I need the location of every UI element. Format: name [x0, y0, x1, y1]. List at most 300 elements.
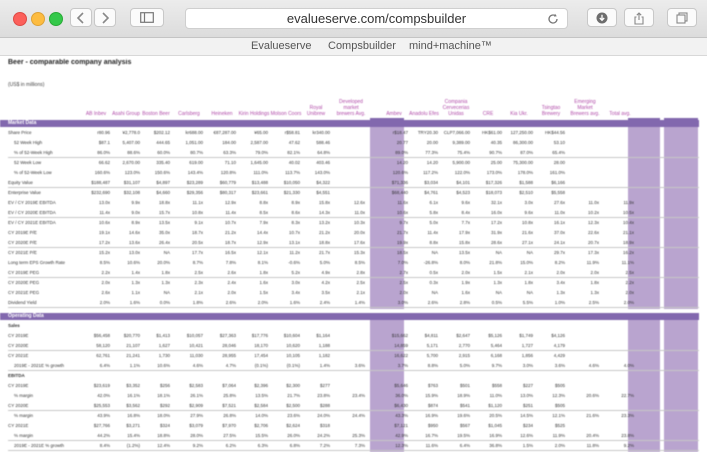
table-cell[interactable]: $10,604 — [283, 333, 300, 338]
table-cell[interactable]: 13.5% — [255, 393, 268, 398]
table-cell[interactable]: $256 — [159, 383, 170, 388]
table-cell[interactable]: 23.8% — [317, 393, 330, 398]
downloads-button[interactable] — [587, 8, 617, 27]
table-cell[interactable]: $31,107 — [123, 180, 140, 185]
table-cell[interactable]: $7,064 — [222, 383, 236, 388]
table-cell[interactable]: $3,271 — [126, 423, 140, 428]
forward-button[interactable] — [94, 8, 116, 27]
table-cell[interactable]: 13.6x — [128, 240, 140, 245]
table-cell[interactable]: 27.6x — [553, 200, 565, 205]
table-cell[interactable]: $2,510 — [519, 190, 533, 195]
table-cell[interactable]: kr688.00 — [185, 130, 203, 135]
table-cell[interactable]: 9.2% — [623, 443, 634, 448]
table-cell[interactable]: 28.00 — [553, 160, 565, 165]
table-cell[interactable]: 26.0% — [287, 433, 300, 438]
table-cell[interactable]: NA — [495, 250, 502, 255]
table-cell[interactable]: 1.0% — [554, 300, 565, 305]
table-cell[interactable]: $5,126 — [488, 333, 502, 338]
table-cell[interactable]: 16.0x — [490, 210, 502, 215]
table-cell[interactable]: 11.4x — [225, 210, 236, 215]
table-cell[interactable]: 161.0% — [549, 170, 565, 175]
table-cell[interactable]: 32.1x — [490, 200, 502, 205]
table-cell[interactable]: 10.7x — [224, 220, 236, 225]
table-cell[interactable]: 3.0% — [397, 300, 408, 305]
table-cell[interactable]: HK$61.00 — [481, 130, 502, 135]
table-cell[interactable]: 18.9% — [457, 393, 470, 398]
table-cell[interactable]: 2.1x — [524, 270, 533, 275]
table-cell[interactable]: 2.0x — [399, 290, 408, 295]
table-cell[interactable]: 10.7x — [288, 230, 300, 235]
table-cell[interactable]: 17,454 — [254, 353, 268, 358]
table-cell[interactable]: 8.6x — [291, 210, 300, 215]
table-cell[interactable]: 2.0x — [101, 280, 110, 285]
table-cell[interactable]: $525 — [554, 423, 565, 428]
table-cell[interactable]: 11,030 — [189, 353, 203, 358]
table-cell[interactable]: 24.1x — [553, 240, 565, 245]
table-cell[interactable]: 9.1x — [194, 220, 203, 225]
table-cell[interactable]: 15.7x — [158, 210, 170, 215]
table-cell[interactable]: 12.1% — [552, 413, 565, 418]
table-cell[interactable]: 2.4x — [227, 280, 236, 285]
reload-icon[interactable] — [547, 11, 559, 30]
table-cell[interactable]: $2,909 — [189, 403, 203, 408]
table-cell[interactable]: NA — [526, 290, 533, 295]
table-cell[interactable]: 12.3% — [552, 393, 565, 398]
table-cell[interactable]: $27,363 — [219, 333, 236, 338]
table-cell[interactable]: 111.0% — [253, 170, 268, 175]
table-cell[interactable]: 2.5x — [356, 280, 365, 285]
table-cell[interactable]: 2,915 — [458, 353, 470, 358]
table-cell[interactable]: 13.0x — [128, 250, 140, 255]
table-cell[interactable]: $501 — [459, 383, 470, 388]
table-cell[interactable]: 113.7% — [285, 170, 300, 175]
table-cell[interactable]: $1,120 — [488, 403, 502, 408]
table-cell[interactable]: 403.46 — [316, 160, 330, 165]
table-cell[interactable]: 9.7% — [491, 363, 502, 368]
table-cell[interactable]: $23,289 — [186, 180, 203, 185]
table-cell[interactable]: 11.8% — [586, 443, 599, 448]
table-cell[interactable]: 13.1x — [288, 240, 300, 245]
table-cell[interactable]: 2.0x — [227, 290, 236, 295]
table-cell[interactable]: 14.0% — [255, 413, 268, 418]
table-cell[interactable]: 87.0% — [520, 150, 533, 155]
table-cell[interactable]: NA — [431, 290, 438, 295]
table-cell[interactable]: 21.6% — [586, 413, 599, 418]
table-cell[interactable]: CLP7,066.00 — [443, 130, 470, 135]
table-cell[interactable]: 3.6% — [354, 363, 365, 368]
table-cell[interactable]: 1.5x — [259, 290, 268, 295]
table-cell[interactable]: 10,620 — [286, 343, 300, 348]
back-button[interactable] — [70, 8, 92, 27]
table-cell[interactable]: 2.8% — [459, 300, 470, 305]
table-cell[interactable]: $4,523 — [456, 190, 470, 195]
table-cell[interactable]: 1.6x — [461, 290, 470, 295]
table-cell[interactable]: 79.0% — [255, 150, 268, 155]
table-cell[interactable]: 9.7x — [399, 220, 408, 225]
table-cell[interactable]: 1.8x — [524, 280, 533, 285]
table-cell[interactable]: 8.5% — [99, 260, 110, 265]
table-cell[interactable]: 21.1x — [622, 230, 634, 235]
table-cell[interactable]: $288 — [319, 403, 330, 408]
table-cell[interactable]: 5,700 — [426, 353, 438, 358]
table-cell[interactable]: $17,776 — [251, 333, 268, 338]
table-cell[interactable]: $18,073 — [485, 190, 502, 195]
table-cell[interactable]: 42.9% — [395, 433, 408, 438]
table-cell[interactable]: 25.00 — [490, 160, 502, 165]
table-cell[interactable]: 9.0x — [131, 210, 140, 215]
table-cell[interactable]: 10.4x — [622, 220, 634, 225]
table-cell[interactable]: 1,627 — [158, 343, 170, 348]
table-cell[interactable]: 8.8% — [427, 363, 438, 368]
table-cell[interactable]: 1.3x — [131, 280, 140, 285]
table-cell[interactable]: $21,330 — [283, 190, 300, 195]
table-cell[interactable]: 9.2% — [192, 443, 203, 448]
table-cell[interactable]: 4.6% — [192, 363, 203, 368]
table-cell[interactable]: 12.6x — [353, 200, 365, 205]
table-cell[interactable]: 12.9x — [224, 200, 236, 205]
table-cell[interactable]: $80,317 — [219, 190, 236, 195]
table-cell[interactable]: 15.0% — [520, 260, 533, 265]
table-cell[interactable]: 19.5% — [457, 433, 470, 438]
table-cell[interactable]: $7,970 — [222, 423, 236, 428]
table-cell[interactable]: 9,389.00 — [452, 140, 470, 145]
table-cell[interactable]: 14.20 — [396, 160, 408, 165]
table-cell[interactable]: 18,170 — [254, 343, 268, 348]
table-cell[interactable]: 2.0% — [257, 300, 268, 305]
table-cell[interactable]: 120.6% — [392, 170, 408, 175]
table-cell[interactable]: 14.20 — [426, 160, 438, 165]
table-cell[interactable]: NA — [163, 250, 170, 255]
table-cell[interactable]: 14,859 — [394, 343, 408, 348]
table-cell[interactable]: 1.4% — [319, 363, 330, 368]
table-cell[interactable]: 1.8x — [590, 280, 599, 285]
table-cell[interactable]: 8.8x — [429, 240, 438, 245]
table-cell[interactable]: (0.1%) — [254, 363, 268, 368]
table-cell[interactable]: $71,336 — [391, 180, 408, 185]
table-cell[interactable]: $4,126 — [551, 333, 565, 338]
table-cell[interactable]: 17.2x — [98, 240, 110, 245]
table-cell[interactable]: 10,421 — [189, 343, 203, 348]
table-cell[interactable]: 17.3x — [587, 250, 599, 255]
table-cell[interactable]: 27.9% — [190, 413, 203, 418]
table-cell[interactable]: 5.5% — [522, 300, 533, 305]
table-cell[interactable]: 2.6x — [227, 270, 236, 275]
table-cell[interactable]: 2.6% — [427, 300, 438, 305]
table-cell[interactable]: 11.4x — [427, 230, 438, 235]
table-cell[interactable]: 12.3% — [395, 443, 408, 448]
table-cell[interactable]: 4.0% — [623, 363, 634, 368]
table-cell[interactable]: NA — [163, 290, 170, 295]
table-cell[interactable]: 16.5x — [224, 250, 236, 255]
table-cell[interactable]: 1.8x — [259, 270, 268, 275]
table-cell[interactable]: 7.2% — [319, 443, 330, 448]
table-cell[interactable]: $4,101 — [456, 180, 470, 185]
table-cell[interactable]: 122.0% — [454, 170, 470, 175]
table-cell[interactable]: 12.4% — [157, 443, 170, 448]
table-cell[interactable]: 27.5% — [223, 433, 236, 438]
table-cell[interactable]: $505 — [554, 403, 565, 408]
table-cell[interactable]: $17,326 — [485, 180, 502, 185]
table-cell[interactable]: 77.3% — [425, 150, 438, 155]
table-cell[interactable]: 1,182 — [318, 353, 330, 358]
table-cell[interactable]: 10.6x — [396, 210, 408, 215]
table-cell[interactable]: 10.6% — [127, 260, 140, 265]
table-cell[interactable]: 6.4% — [99, 363, 110, 368]
table-cell[interactable]: -26.8% — [423, 260, 438, 265]
table-cell[interactable]: 43.9% — [97, 413, 110, 418]
table-cell[interactable]: $32,108 — [123, 190, 140, 195]
table-cell[interactable]: 5,900.00 — [452, 160, 470, 165]
table-cell[interactable]: 3.0% — [522, 363, 533, 368]
table-cell[interactable]: 8.4% — [99, 443, 110, 448]
table-cell[interactable]: r$58.81 — [284, 130, 300, 135]
table-cell[interactable]: 1.4% — [354, 300, 365, 305]
table-cell[interactable]: 3.4x — [291, 290, 300, 295]
table-cell[interactable]: 8.9x — [291, 200, 300, 205]
table-cell[interactable]: 60.0% — [157, 150, 170, 155]
table-cell[interactable]: 8.4x — [461, 210, 470, 215]
table-cell[interactable]: $4,897 — [156, 180, 170, 185]
table-cell[interactable]: 184.00 — [222, 140, 236, 145]
table-cell[interactable]: 25.8% — [223, 393, 236, 398]
table-cell[interactable]: -0.6% — [288, 260, 300, 265]
table-cell[interactable]: 8.2% — [554, 260, 565, 265]
table-cell[interactable]: 12.1x — [256, 250, 268, 255]
table-cell[interactable]: $25,553 — [93, 403, 110, 408]
table-cell[interactable]: 11.0x — [554, 210, 565, 215]
table-cell[interactable]: 20.6% — [586, 393, 599, 398]
table-cell[interactable]: (0.1%) — [286, 363, 300, 368]
table-cell[interactable]: 8.0% — [459, 260, 470, 265]
table-cell[interactable]: 6.8% — [289, 443, 300, 448]
table-cell[interactable]: 20.5x — [191, 240, 203, 245]
table-cell[interactable]: 15.8x — [458, 240, 470, 245]
table-cell[interactable]: 11.9% — [586, 260, 599, 265]
table-cell[interactable]: 0.5x — [429, 270, 438, 275]
table-cell[interactable]: 8.5x — [259, 210, 268, 215]
table-cell[interactable]: 17.7x — [191, 250, 203, 255]
table-cell[interactable]: $4,322 — [316, 180, 330, 185]
table-cell[interactable]: 17.9x — [458, 230, 470, 235]
table-cell[interactable]: 53.10 — [553, 140, 565, 145]
table-cell[interactable]: 117.2% — [423, 170, 438, 175]
table-cell[interactable]: 8.8x — [259, 200, 268, 205]
table-cell[interactable]: 1,645.00 — [250, 160, 268, 165]
table-cell[interactable]: 15.2x — [98, 250, 110, 255]
table-cell[interactable]: 35.0x — [158, 230, 170, 235]
table-cell[interactable]: $227 — [522, 383, 533, 388]
table-cell[interactable]: $68,440 — [391, 190, 408, 195]
table-cell[interactable]: 16.7% — [425, 433, 438, 438]
table-cell[interactable]: 6.2% — [225, 443, 236, 448]
table-cell[interactable]: 8.1% — [257, 260, 268, 265]
table-cell[interactable]: 3.0x — [291, 280, 300, 285]
table-cell[interactable]: 31.9x — [490, 230, 502, 235]
table-cell[interactable]: 2.8x — [356, 270, 365, 275]
table-cell[interactable]: 0.5% — [491, 300, 502, 305]
table-cell[interactable]: 2.1x — [356, 290, 365, 295]
table-cell[interactable]: 5.0% — [319, 260, 330, 265]
table-cell[interactable]: 1.5x — [493, 270, 502, 275]
table-cell[interactable]: 15.8x — [318, 200, 330, 205]
table-cell[interactable]: 16.9% — [489, 433, 502, 438]
table-cell[interactable]: 20.77 — [396, 140, 408, 145]
table-cell[interactable]: $23,619 — [93, 383, 110, 388]
table-cell[interactable]: 20.7x — [587, 240, 599, 245]
table-cell[interactable]: $234 — [522, 423, 533, 428]
table-cell[interactable]: 21,107 — [126, 343, 140, 348]
table-cell[interactable]: $505 — [554, 383, 565, 388]
table-cell[interactable]: 178.0% — [517, 170, 533, 175]
table-cell[interactable]: 3.6% — [554, 363, 565, 368]
table-cell[interactable]: 335.40 — [156, 160, 170, 165]
table-cell[interactable]: $7,121 — [394, 423, 408, 428]
table-cell[interactable]: NA — [431, 250, 438, 255]
table-cell[interactable]: 15.9% — [425, 393, 438, 398]
table-cell[interactable]: 150.6% — [154, 170, 170, 175]
table-cell[interactable]: $3,034 — [424, 180, 438, 185]
table-cell[interactable]: 14.6x — [128, 230, 140, 235]
table-cell[interactable]: 66.62 — [98, 160, 110, 165]
table-cell[interactable]: 29.7x — [553, 250, 565, 255]
table-cell[interactable]: $29,356 — [186, 190, 203, 195]
table-cell[interactable]: $6,430 — [394, 403, 408, 408]
table-cell[interactable]: 36.8% — [489, 443, 502, 448]
table-cell[interactable]: 16.1% — [127, 393, 140, 398]
table-cell[interactable]: 5.2x — [291, 270, 300, 275]
table-cell[interactable]: 10.6x — [98, 220, 110, 225]
table-cell[interactable]: 127,250.00 — [510, 130, 533, 135]
table-cell[interactable]: 18.8% — [157, 433, 170, 438]
table-cell[interactable]: 173.0% — [486, 170, 502, 175]
table-cell[interactable]: $567 — [459, 423, 470, 428]
table-cell[interactable]: 10.2x — [587, 210, 599, 215]
table-cell[interactable]: 2.6% — [225, 300, 236, 305]
table-cell[interactable]: 2.0x — [556, 270, 565, 275]
table-cell[interactable]: r$18.47 — [392, 130, 408, 135]
table-cell[interactable]: 18.8x — [318, 240, 330, 245]
table-cell[interactable]: 10.8x — [521, 220, 533, 225]
table-cell[interactable]: $10,057 — [186, 333, 203, 338]
table-cell[interactable]: kr340.00 — [312, 130, 330, 135]
table-cell[interactable]: $60,779 — [219, 180, 236, 185]
table-cell[interactable]: 36.0% — [395, 393, 408, 398]
table-cell[interactable]: 6.1x — [429, 200, 438, 205]
table-cell[interactable]: $763 — [427, 383, 438, 388]
table-cell[interactable]: 20.0x — [353, 230, 365, 235]
bookmark-mind-machine[interactable]: mind+machine™ — [409, 40, 492, 52]
table-cell[interactable]: 3.7% — [397, 363, 408, 368]
table-cell[interactable]: $318 — [319, 423, 330, 428]
table-cell[interactable]: $874 — [427, 403, 438, 408]
zoom-window-button[interactable] — [49, 12, 63, 26]
table-cell[interactable]: 28.6x — [490, 240, 502, 245]
address-bar[interactable] — [185, 8, 568, 29]
table-cell[interactable]: 2,670.00 — [122, 160, 140, 165]
table-cell[interactable]: $1,413 — [156, 333, 170, 338]
table-cell[interactable]: 28,046 — [222, 343, 236, 348]
table-cell[interactable]: 18.9x — [622, 240, 634, 245]
table-cell[interactable]: 2.0x — [590, 270, 599, 275]
table-cell[interactable]: 14.3x — [318, 210, 330, 215]
table-cell[interactable]: 14.5% — [520, 413, 533, 418]
table-cell[interactable]: 11.1x — [192, 200, 203, 205]
table-cell[interactable]: $2,624 — [286, 423, 300, 428]
table-cell[interactable]: $56,458 — [93, 333, 110, 338]
table-cell[interactable]: 4,429 — [553, 353, 565, 358]
table-cell[interactable]: 23.4% — [352, 393, 365, 398]
table-cell[interactable]: 23.8% — [621, 433, 634, 438]
table-cell[interactable]: $87.1 — [98, 140, 110, 145]
table-cell[interactable]: 160.6% — [94, 170, 110, 175]
table-cell[interactable]: r80.96 — [97, 130, 110, 135]
table-cell[interactable]: $558 — [491, 383, 502, 388]
table-cell[interactable]: 16.1x — [553, 220, 565, 225]
table-cell[interactable]: €87,287.00 — [213, 130, 236, 135]
table-cell[interactable]: $5,646 — [394, 383, 408, 388]
table-cell[interactable]: 2.2x — [625, 280, 634, 285]
table-cell[interactable]: 19.1x — [98, 230, 110, 235]
table-cell[interactable]: 18.8x — [158, 200, 170, 205]
table-cell[interactable]: 6,168 — [490, 353, 502, 358]
table-cell[interactable]: 7.0% — [397, 260, 408, 265]
table-cell[interactable]: 2.5x — [399, 280, 408, 285]
table-cell[interactable]: 75.4% — [457, 150, 470, 155]
table-cell[interactable]: $324 — [159, 423, 170, 428]
table-cell[interactable]: $2,396 — [254, 383, 268, 388]
table-cell[interactable]: $2,706 — [254, 423, 268, 428]
table-cell[interactable]: 1.6% — [129, 300, 140, 305]
table-cell[interactable]: 0.0% — [159, 300, 170, 305]
table-cell[interactable]: 22.7% — [621, 393, 634, 398]
close-window-button[interactable] — [13, 12, 27, 26]
table-cell[interactable]: 7.8% — [225, 260, 236, 265]
table-cell[interactable]: 11.1% — [621, 260, 634, 265]
table-cell[interactable]: 44.2% — [97, 433, 110, 438]
table-cell[interactable]: $292 — [159, 403, 170, 408]
table-cell[interactable]: 16.9% — [425, 413, 438, 418]
table-cell[interactable]: 90.7% — [489, 150, 502, 155]
table-cell[interactable]: 82.1% — [287, 150, 300, 155]
table-cell[interactable]: 16,622 — [394, 353, 408, 358]
table-cell[interactable]: $1,045 — [488, 423, 502, 428]
table-cell[interactable]: 143.4% — [187, 170, 203, 175]
table-cell[interactable]: 1.1x — [131, 290, 140, 295]
table-cell[interactable]: $277 — [319, 383, 330, 388]
table-cell[interactable]: 9.6x — [524, 210, 533, 215]
table-cell[interactable]: 15.4% — [127, 433, 140, 438]
table-cell[interactable]: 65.4% — [552, 150, 565, 155]
table-cell[interactable]: TRY20.30 — [417, 130, 438, 135]
table-cell[interactable]: 16.2x — [622, 250, 634, 255]
table-cell[interactable]: 1.1% — [129, 363, 140, 368]
table-cell[interactable]: 26.1% — [190, 393, 203, 398]
table-cell[interactable]: 5.8x — [429, 210, 438, 215]
table-cell[interactable]: 43.3% — [395, 413, 408, 418]
table-cell[interactable]: 2.6x — [101, 290, 110, 295]
table-cell[interactable]: $2,500 — [286, 403, 300, 408]
table-cell[interactable]: 11.4x — [99, 210, 110, 215]
table-cell[interactable]: 86,300.00 — [512, 140, 533, 145]
table-cell[interactable]: 37.0x — [553, 230, 565, 235]
table-cell[interactable]: 12.6% — [520, 433, 533, 438]
table-cell[interactable]: 10.5x — [622, 210, 634, 215]
sidebar-toggle-button[interactable] — [130, 8, 164, 27]
table-cell[interactable]: HK$44.56 — [544, 130, 565, 135]
table-cell[interactable]: 80.7% — [190, 150, 203, 155]
table-cell[interactable]: 619.00 — [189, 160, 203, 165]
table-cell[interactable]: 13.0% — [520, 393, 533, 398]
